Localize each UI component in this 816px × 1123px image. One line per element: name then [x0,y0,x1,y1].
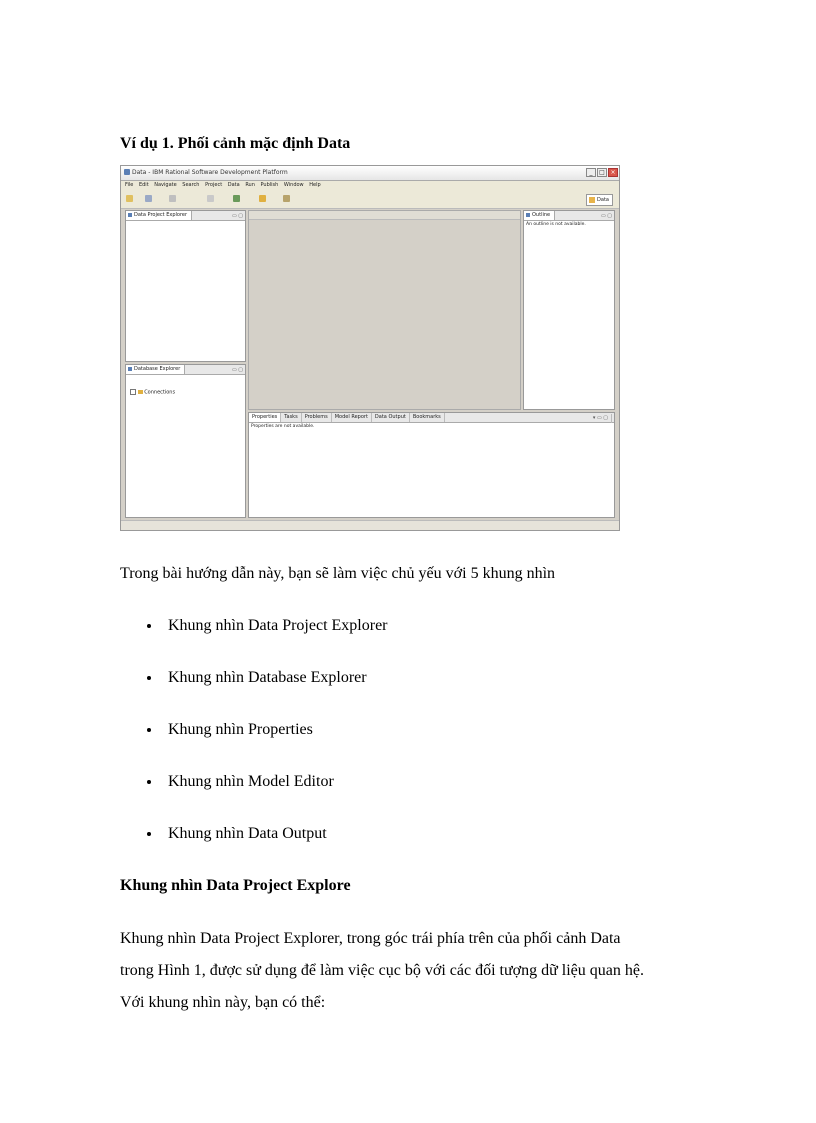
back-icon[interactable] [283,195,290,202]
tool-icon[interactable] [207,195,214,202]
tab-database-explorer[interactable] [126,365,185,374]
menu-window[interactable]: Window [283,182,304,188]
menu-help[interactable]: Help [309,182,321,188]
bullet [147,624,151,628]
tab-problems[interactable]: Problems [302,413,332,422]
properties-pane [248,412,615,518]
toolbar [121,190,619,209]
list-item-text: Khung nhìn Database Explorer [168,669,367,686]
folder-icon [138,390,143,394]
tab-data-output[interactable]: Data Output [372,413,410,422]
tab-properties[interactable]: Properties [249,413,281,422]
list-item-text: Khung nhìn Data Project Explorer [168,617,388,634]
tab-outline[interactable] [524,211,555,220]
list-item-text: Khung nhìn Data Output [168,825,327,842]
connections-label: Connections [144,389,176,396]
window-title: Data - IBM Rational Software Development Platform [132,169,288,176]
menu-publish[interactable]: Publish [260,182,279,188]
outline-message: An outline is not available. [526,222,586,227]
menu-project[interactable]: Project [205,182,223,188]
example-heading: Ví dụ 1. Phối cảnh mặc định Data [120,135,351,152]
run-icon[interactable] [233,195,240,202]
section-heading: Khung nhìn Data Project Explore [120,877,351,894]
connections-node[interactable] [130,389,175,396]
perspective-label: Data [597,197,609,203]
data-project-explorer-pane [125,210,246,362]
properties-message: Properties are not available. [251,424,315,429]
expand-icon[interactable] [130,389,136,395]
editor-header [249,211,520,220]
list-item-text: Khung nhìn Model Editor [168,773,334,790]
editor-area [248,210,521,410]
outline-pane [523,210,615,410]
new-icon[interactable] [126,195,133,202]
close-button[interactable]: × [608,168,618,177]
menu-search[interactable]: Search [182,182,200,188]
tab-label: Database Explorer [134,366,181,372]
tab-label: Outline [532,212,551,218]
minmax-icon[interactable]: ▭ ▢ [600,213,612,219]
database-explorer-pane [125,364,246,518]
menu-navigate[interactable]: Navigate [154,182,177,188]
save-icon[interactable] [145,195,152,202]
intro-text: Trong bài hướng dẫn này, bạn sẽ làm việc chủ yếu với 5 khung nhìn [120,565,556,582]
paragraph-line-2: trong Hình 1, được sử dụng để làm việc cục bộ với các đối tượng dữ liệu quan hệ. [120,962,644,979]
tab-tasks[interactable]: Tasks [281,413,301,422]
menu-bar [121,181,619,190]
minmax-icon[interactable]: ▭ ▢ [231,213,243,219]
minimize-button[interactable]: _ [586,168,596,177]
explorer-icon [128,213,132,217]
menu-data[interactable]: Data [227,182,240,188]
menu-file[interactable]: File [125,182,134,188]
minmax-icon[interactable]: ▾ ▭ ▢ [590,414,612,423]
ide-screenshot [120,165,620,531]
minmax-icon[interactable]: ▭ ▢ [231,367,243,373]
tab-model-report[interactable]: Model Report [332,413,372,422]
bullet [147,728,151,732]
outline-icon [526,213,530,217]
bullet [147,676,151,680]
menu-edit[interactable]: Edit [138,182,149,188]
bullet [147,780,151,784]
paragraph-line-3: Với khung nhìn này, bạn có thể: [120,994,326,1011]
bullet [147,832,151,836]
tab-data-project-explorer[interactable] [126,211,192,220]
data-perspective-icon [589,197,595,203]
tab-bookmarks[interactable]: Bookmarks [410,413,445,422]
database-icon [128,367,132,371]
search-icon[interactable] [259,195,266,202]
maximize-button[interactable]: □ [597,168,607,177]
window-titlebar [121,166,619,181]
perspective-switcher[interactable] [586,194,613,206]
app-icon [124,169,130,175]
list-item-text: Khung nhìn Properties [168,721,313,738]
tab-label: Data Project Explorer [134,212,188,218]
menu-run[interactable]: Run [245,182,255,188]
print-icon[interactable] [169,195,176,202]
paragraph-line-1: Khung nhìn Data Project Explorer, trong góc trái phía trên của phối cảnh Data [120,930,621,947]
status-bar [121,520,619,531]
